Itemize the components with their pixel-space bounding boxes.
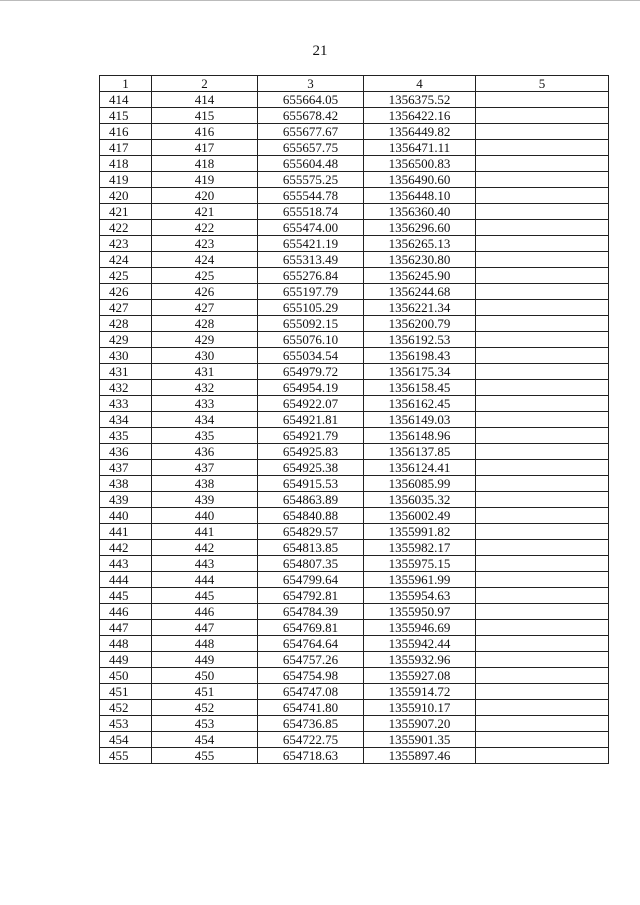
table-cell: 1356221.34: [364, 300, 476, 316]
table-row: [100, 460, 609, 476]
table-cell: 419: [152, 172, 258, 188]
table-cell: 429: [100, 332, 152, 348]
table-cell: 450: [152, 668, 258, 684]
table-row: [100, 268, 609, 284]
table-cell: 654807.35: [258, 556, 364, 572]
table-cell: 438: [152, 476, 258, 492]
table-row: [100, 140, 609, 156]
table-cell: 1356375.52: [364, 92, 476, 108]
table-cell: 654736.85: [258, 716, 364, 732]
table-cell: 416: [152, 124, 258, 140]
table-cell: [476, 92, 609, 108]
table-cell: 655518.74: [258, 204, 364, 220]
table-header-row: [100, 76, 609, 92]
table-cell: 447: [100, 620, 152, 636]
table-cell: 442: [152, 540, 258, 556]
table-cell: 436: [100, 444, 152, 460]
table-cell: [476, 460, 609, 476]
table-cell: 654792.81: [258, 588, 364, 604]
table-cell: 424: [152, 252, 258, 268]
table-cell: 1356192.53: [364, 332, 476, 348]
table-cell: 1355897.46: [364, 748, 476, 764]
table-row: [100, 300, 609, 316]
table-cell: 427: [152, 300, 258, 316]
table-row: [100, 364, 609, 380]
table-cell: [476, 620, 609, 636]
table-cell: [476, 188, 609, 204]
table-cell: 416: [100, 124, 152, 140]
table-cell: [476, 332, 609, 348]
table-cell: 1356244.68: [364, 284, 476, 300]
table-cell: 417: [152, 140, 258, 156]
table-cell: 423: [152, 236, 258, 252]
table-cell: 449: [152, 652, 258, 668]
table-cell: 451: [100, 684, 152, 700]
table-row: [100, 236, 609, 252]
table-row: [100, 636, 609, 652]
table-cell: 440: [100, 508, 152, 524]
table-cell: 654718.63: [258, 748, 364, 764]
table-cell: [476, 572, 609, 588]
table-cell: 415: [100, 108, 152, 124]
table-cell: 430: [152, 348, 258, 364]
column-header: 3: [258, 76, 364, 92]
table-cell: 452: [152, 700, 258, 716]
table-cell: 1356490.60: [364, 172, 476, 188]
table-row: [100, 172, 609, 188]
table-cell: 444: [152, 572, 258, 588]
table-cell: 655678.42: [258, 108, 364, 124]
table-cell: 436: [152, 444, 258, 460]
table-cell: 442: [100, 540, 152, 556]
table-cell: 654747.08: [258, 684, 364, 700]
table-cell: [476, 588, 609, 604]
table-cell: 453: [152, 716, 258, 732]
table-cell: 1355914.72: [364, 684, 476, 700]
table-cell: [476, 316, 609, 332]
table-cell: 1356448.10: [364, 188, 476, 204]
table-cell: 454: [100, 732, 152, 748]
table-cell: 452: [100, 700, 152, 716]
table-cell: 414: [100, 92, 152, 108]
table-row: [100, 204, 609, 220]
table-cell: [476, 700, 609, 716]
table-cell: [476, 540, 609, 556]
table-cell: 1356449.82: [364, 124, 476, 140]
table-cell: 1356422.16: [364, 108, 476, 124]
table-cell: 1356175.34: [364, 364, 476, 380]
table-cell: 655034.54: [258, 348, 364, 364]
table-row: [100, 716, 609, 732]
table-cell: [476, 236, 609, 252]
table-cell: 421: [152, 204, 258, 220]
table-cell: [476, 172, 609, 188]
table-row: [100, 124, 609, 140]
table-cell: 1356230.80: [364, 252, 476, 268]
table-row: [100, 412, 609, 428]
table-cell: [476, 348, 609, 364]
table-row: [100, 524, 609, 540]
table-cell: 654741.80: [258, 700, 364, 716]
table-row: [100, 604, 609, 620]
table-cell: [476, 380, 609, 396]
table-cell: [476, 492, 609, 508]
table-cell: [476, 300, 609, 316]
table-cell: 420: [152, 188, 258, 204]
table-cell: 446: [100, 604, 152, 620]
table-row: [100, 732, 609, 748]
table-cell: 446: [152, 604, 258, 620]
table-cell: 421: [100, 204, 152, 220]
table-cell: 654829.57: [258, 524, 364, 540]
table-cell: 426: [100, 284, 152, 300]
table-cell: 439: [100, 492, 152, 508]
table-cell: 437: [152, 460, 258, 476]
table-row: [100, 220, 609, 236]
table-cell: 443: [152, 556, 258, 572]
table-row: [100, 668, 609, 684]
table-cell: 438: [100, 476, 152, 492]
table-cell: [476, 684, 609, 700]
table-cell: [476, 444, 609, 460]
table-cell: 1355991.82: [364, 524, 476, 540]
table-cell: 1356124.41: [364, 460, 476, 476]
table-cell: 435: [100, 428, 152, 444]
table-cell: 655664.05: [258, 92, 364, 108]
table-cell: 654915.53: [258, 476, 364, 492]
table-cell: 655575.25: [258, 172, 364, 188]
table-cell: 1355975.15: [364, 556, 476, 572]
table-cell: 448: [152, 636, 258, 652]
table-cell: 430: [100, 348, 152, 364]
table-cell: 654925.38: [258, 460, 364, 476]
table-cell: 420: [100, 188, 152, 204]
table-cell: 654813.85: [258, 540, 364, 556]
table-cell: 1355932.96: [364, 652, 476, 668]
table-cell: 428: [152, 316, 258, 332]
table-row: [100, 316, 609, 332]
table-cell: 445: [152, 588, 258, 604]
table-cell: 1355961.99: [364, 572, 476, 588]
table-cell: 1356158.45: [364, 380, 476, 396]
table-cell: 655474.00: [258, 220, 364, 236]
table-cell: 422: [100, 220, 152, 236]
table-cell: 418: [152, 156, 258, 172]
table-cell: [476, 204, 609, 220]
table-cell: 433: [152, 396, 258, 412]
table-cell: 419: [100, 172, 152, 188]
table-cell: [476, 524, 609, 540]
table-cell: [476, 748, 609, 764]
table-row: [100, 572, 609, 588]
table-cell: 655604.48: [258, 156, 364, 172]
coordinates-table: [99, 75, 609, 764]
table-cell: 432: [152, 380, 258, 396]
table-row: [100, 748, 609, 764]
table-cell: [476, 668, 609, 684]
table-cell: 1355910.17: [364, 700, 476, 716]
table-cell: [476, 156, 609, 172]
table-cell: 425: [100, 268, 152, 284]
table-cell: [476, 364, 609, 380]
table-cell: 654840.88: [258, 508, 364, 524]
table-cell: [476, 108, 609, 124]
table-cell: 445: [100, 588, 152, 604]
table-cell: 1356200.79: [364, 316, 476, 332]
table-cell: 654925.83: [258, 444, 364, 460]
table-row: [100, 188, 609, 204]
table-cell: 1356085.99: [364, 476, 476, 492]
page-number: 21: [312, 43, 328, 59]
column-header: 4: [364, 76, 476, 92]
table-cell: 432: [100, 380, 152, 396]
table-cell: 423: [100, 236, 152, 252]
table-cell: 417: [100, 140, 152, 156]
table-cell: 431: [100, 364, 152, 380]
table-cell: [476, 556, 609, 572]
table-row: [100, 108, 609, 124]
table-cell: [476, 508, 609, 524]
table-cell: [476, 396, 609, 412]
table-cell: 1355907.20: [364, 716, 476, 732]
table-cell: [476, 124, 609, 140]
table-cell: 451: [152, 684, 258, 700]
table-cell: 414: [152, 92, 258, 108]
table-cell: 1356500.83: [364, 156, 476, 172]
table-row: [100, 92, 609, 108]
table-cell: 1356148.96: [364, 428, 476, 444]
table-row: [100, 588, 609, 604]
table-cell: 1356002.49: [364, 508, 476, 524]
table-row: [100, 428, 609, 444]
table-cell: 454: [152, 732, 258, 748]
table-row: [100, 540, 609, 556]
table-row: [100, 396, 609, 412]
table-cell: 453: [100, 716, 152, 732]
table-cell: 415: [152, 108, 258, 124]
table-cell: 447: [152, 620, 258, 636]
column-header: 2: [152, 76, 258, 92]
table-row: [100, 476, 609, 492]
table-cell: 1355901.35: [364, 732, 476, 748]
table-cell: 455: [152, 748, 258, 764]
table-cell: 1355954.63: [364, 588, 476, 604]
table-row: [100, 348, 609, 364]
table-cell: 441: [152, 524, 258, 540]
table-cell: [476, 140, 609, 156]
table-cell: 654921.81: [258, 412, 364, 428]
table-cell: 654799.64: [258, 572, 364, 588]
table-cell: 1356245.90: [364, 268, 476, 284]
table-cell: 1356265.13: [364, 236, 476, 252]
table-row: [100, 284, 609, 300]
table-cell: [476, 220, 609, 236]
table-cell: [476, 428, 609, 444]
table-cell: 654769.81: [258, 620, 364, 636]
table-cell: [476, 412, 609, 428]
table-cell: 425: [152, 268, 258, 284]
table-row: [100, 700, 609, 716]
table-cell: 434: [152, 412, 258, 428]
table-cell: 654954.19: [258, 380, 364, 396]
table-cell: 429: [152, 332, 258, 348]
table-row: [100, 380, 609, 396]
table-cell: [476, 636, 609, 652]
table-cell: 440: [152, 508, 258, 524]
table-cell: 654784.39: [258, 604, 364, 620]
table-row: [100, 252, 609, 268]
table-cell: [476, 268, 609, 284]
table-row: [100, 492, 609, 508]
table-cell: 654757.26: [258, 652, 364, 668]
table-cell: 655276.84: [258, 268, 364, 284]
table-cell: 422: [152, 220, 258, 236]
table-cell: 655076.10: [258, 332, 364, 348]
table-cell: [476, 604, 609, 620]
table-cell: 655544.78: [258, 188, 364, 204]
table-cell: 655657.75: [258, 140, 364, 156]
table-cell: 1356360.40: [364, 204, 476, 220]
table-cell: [476, 732, 609, 748]
table-cell: 655421.19: [258, 236, 364, 252]
table-cell: 428: [100, 316, 152, 332]
table-cell: 434: [100, 412, 152, 428]
table-cell: 1356137.85: [364, 444, 476, 460]
table-cell: 1356198.43: [364, 348, 476, 364]
table-cell: 431: [152, 364, 258, 380]
table-cell: 655105.29: [258, 300, 364, 316]
table-cell: 655313.49: [258, 252, 364, 268]
table-cell: 1355950.97: [364, 604, 476, 620]
table-cell: 1355982.17: [364, 540, 476, 556]
table-cell: [476, 284, 609, 300]
table-row: [100, 508, 609, 524]
table-cell: 444: [100, 572, 152, 588]
table-cell: 448: [100, 636, 152, 652]
table-cell: 1356035.32: [364, 492, 476, 508]
table-cell: 1356162.45: [364, 396, 476, 412]
table-cell: 654921.79: [258, 428, 364, 444]
table-cell: 418: [100, 156, 152, 172]
table-row: [100, 620, 609, 636]
table-cell: 1356296.60: [364, 220, 476, 236]
table-cell: 450: [100, 668, 152, 684]
table-cell: 441: [100, 524, 152, 540]
table-cell: 426: [152, 284, 258, 300]
table-cell: 654979.72: [258, 364, 364, 380]
table-cell: 435: [152, 428, 258, 444]
table-cell: 439: [152, 492, 258, 508]
column-header: 5: [476, 76, 609, 92]
table-cell: 427: [100, 300, 152, 316]
table-cell: 654922.07: [258, 396, 364, 412]
table-cell: 654764.64: [258, 636, 364, 652]
table-cell: 433: [100, 396, 152, 412]
table-cell: 443: [100, 556, 152, 572]
table-cell: 655197.79: [258, 284, 364, 300]
table-cell: 655677.67: [258, 124, 364, 140]
table-row: [100, 556, 609, 572]
table-row: [100, 652, 609, 668]
page-top-border: [0, 0, 640, 1]
table-row: [100, 684, 609, 700]
column-header: 1: [100, 76, 152, 92]
table-cell: 1355927.08: [364, 668, 476, 684]
table-row: [100, 156, 609, 172]
table-row: [100, 332, 609, 348]
table-cell: 455: [100, 748, 152, 764]
table-cell: 655092.15: [258, 316, 364, 332]
table-cell: 449: [100, 652, 152, 668]
table-cell: 654754.98: [258, 668, 364, 684]
table-body: [100, 92, 609, 764]
table-cell: [476, 716, 609, 732]
table-cell: 1355946.69: [364, 620, 476, 636]
table-cell: 437: [100, 460, 152, 476]
table-cell: [476, 652, 609, 668]
table-cell: 1356149.03: [364, 412, 476, 428]
table-cell: 1356471.11: [364, 140, 476, 156]
table-cell: 654863.89: [258, 492, 364, 508]
table-cell: 654722.75: [258, 732, 364, 748]
table-cell: 424: [100, 252, 152, 268]
table-cell: [476, 252, 609, 268]
table-row: [100, 444, 609, 460]
table-cell: 1355942.44: [364, 636, 476, 652]
table-cell: [476, 476, 609, 492]
